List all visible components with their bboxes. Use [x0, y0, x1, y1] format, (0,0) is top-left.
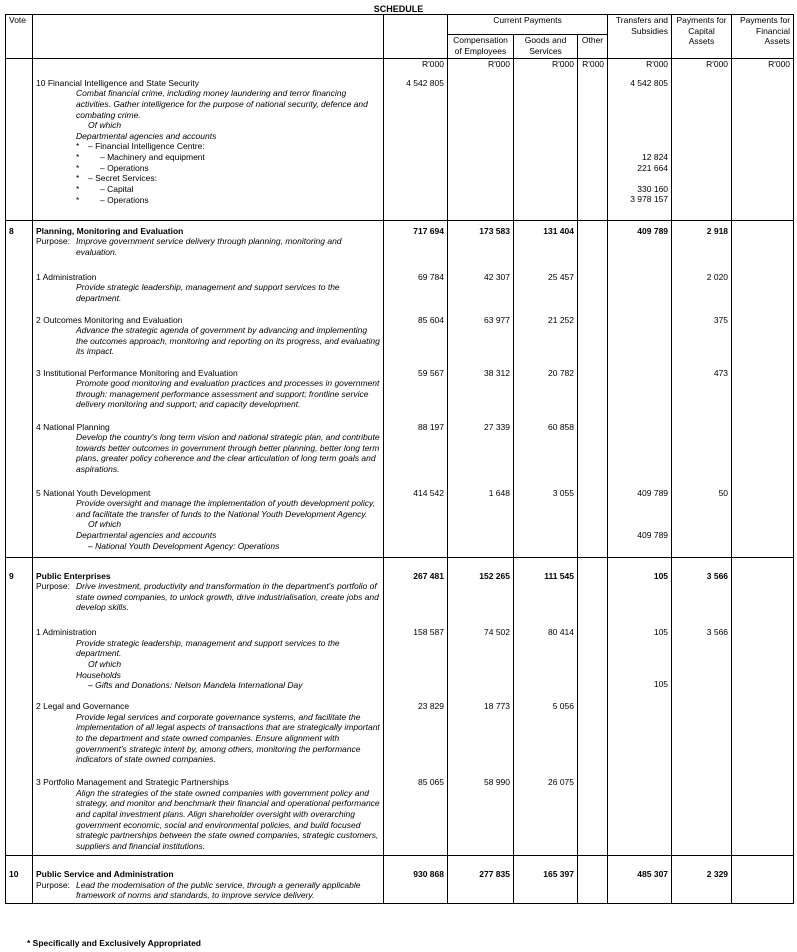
- header-vote: Vote: [6, 15, 33, 35]
- purpose-text: Drive investment, productivity and transformation in the department's portfolio of state owned companies, to unlock growth, drive industrialisation, create jobs and develop skills.: [76, 581, 379, 613]
- capital-value: 2 020: [672, 258, 732, 307]
- goods-value: 80 414: [514, 613, 578, 693]
- programme-row: [6, 360, 794, 414]
- sub-item: – Operations: [100, 194, 149, 205]
- total-value: 85 065: [384, 769, 448, 856]
- goods-value: 165 397: [514, 856, 578, 904]
- goods-value: 111 545: [514, 557, 578, 613]
- programme-row: [6, 414, 794, 480]
- header-financial: Payments for Financial Assets: [732, 15, 794, 59]
- dept-label: Departmental agencies and accounts: [76, 130, 217, 141]
- programme-row: [6, 258, 794, 307]
- purpose-label: Purpose:: [36, 581, 71, 592]
- sub-item: – Operations: [100, 162, 149, 173]
- total-value: 158 587: [384, 613, 448, 693]
- unit-label: R'000: [578, 59, 608, 70]
- goods-value: 25 457: [514, 258, 578, 307]
- programme-desc: Provide strategic leadership, management and support services to the department.: [76, 282, 340, 303]
- comp-value: 18 773: [448, 693, 514, 769]
- vote-number: 10: [6, 856, 33, 904]
- transfers-value: 409 789: [637, 487, 669, 498]
- goods-value: 26 075: [514, 769, 578, 856]
- comp-value: 74 502: [448, 613, 514, 693]
- total-value: 59 567: [384, 360, 448, 414]
- vote-number: 9: [6, 557, 33, 613]
- comp-value: 152 265: [448, 557, 514, 613]
- comp-value: 1 648: [448, 480, 514, 558]
- programme-title: 2 Outcomes Monitoring and Evaluation: [36, 314, 183, 325]
- dept-label: Households: [76, 669, 121, 680]
- total-value: 267 481: [384, 557, 448, 613]
- programme-title: 4 National Planning: [36, 421, 110, 432]
- appropriated-marker: *: [76, 183, 80, 194]
- vote-row: [6, 557, 794, 613]
- schedule-table: [5, 14, 794, 904]
- programme-title: 1 Administration: [36, 627, 97, 637]
- appropriated-marker: *: [76, 152, 80, 162]
- unit-label: R'000: [608, 59, 672, 70]
- header-transfers: Transfers and Subsidies: [608, 15, 672, 59]
- programme-row: [6, 70, 794, 221]
- purpose-text: Improve government service delivery through planning, monitoring and evaluation.: [76, 236, 342, 257]
- of-which-label: Of which: [88, 658, 122, 669]
- programme-title: 3 Institutional Performance Monitoring and Evaluation: [36, 367, 238, 378]
- unit-label: R'000: [448, 59, 514, 70]
- programme-title: 2 Legal and Governance: [36, 701, 130, 711]
- capital-value: 473: [672, 360, 732, 414]
- sub-value: 221 664: [637, 162, 669, 173]
- programme-desc: Advance the strategic agenda of government by advancing and implementing the outcomes approach, monitoring and reporting on its progress, and evaluating its impact.: [76, 325, 380, 357]
- sub-item: – Financial Intelligence Centre:: [88, 141, 205, 152]
- purpose-text: Lead the modernisation of the public service, through a generally applicable framework of norms and standards, to improve service delivery.: [76, 879, 361, 901]
- programme-row: [6, 693, 794, 769]
- appropriated-marker: *: [76, 194, 80, 205]
- programme-title: 10 Financial Intelligence and State Security: [36, 77, 200, 88]
- sub-value: 105: [653, 678, 669, 689]
- goods-value: 60 858: [514, 414, 578, 480]
- header-goods: Goods and Services: [514, 35, 578, 59]
- vote-row: [6, 856, 794, 904]
- sub-item: – Capital: [100, 183, 134, 194]
- transfers-value: 105: [608, 557, 672, 613]
- purpose-label: Purpose:: [36, 236, 71, 247]
- comp-value: 42 307: [448, 258, 514, 307]
- comp-value: 58 990: [448, 769, 514, 856]
- goods-value: 21 252: [514, 307, 578, 360]
- programme-title: 5 National Youth Development: [36, 487, 151, 498]
- programme-row: [6, 769, 794, 856]
- sub-value: 409 789: [637, 530, 669, 541]
- total-value: 88 197: [384, 414, 448, 480]
- capital-value: 2 918: [672, 220, 732, 257]
- comp-value: 38 312: [448, 360, 514, 414]
- vote-number: 8: [6, 220, 33, 257]
- programme-row: [6, 307, 794, 360]
- footnote: * Specifically and Exclusively Appropriated: [27, 938, 201, 948]
- transfers-value: 485 307: [608, 856, 672, 904]
- programme-title: 1 Administration: [36, 271, 97, 282]
- programme-desc: Promote good monitoring and evaluation practices and processes in government through: management performance assessment and support; frontline service delivery monitoring and support; and capacity development.: [76, 378, 380, 410]
- total-value: 23 829: [384, 693, 448, 769]
- total-value: 69 784: [384, 258, 448, 307]
- of-which-label: Of which: [88, 120, 122, 131]
- capital-value: 3 566: [672, 557, 732, 613]
- transfers-value: 4 542 805: [630, 77, 669, 88]
- sub-item: – Gifts and Donations: Nelson Mandela International Day: [88, 680, 303, 691]
- unit-label: R'000: [514, 59, 578, 70]
- total-value: 414 542: [384, 480, 448, 558]
- programme-desc: Provide oversight and manage the implementation of youth development policy, and facilitate the transfer of funds to the National Youth Development Agency.: [76, 498, 375, 519]
- programme-row: [6, 613, 794, 693]
- sub-value: 330 160: [637, 183, 669, 194]
- vote-name: Public Service and Administration: [36, 869, 174, 879]
- header-compensation: Compensation of Employees: [448, 35, 514, 59]
- programme-desc: Provide strategic leadership, management and support services to the department.: [76, 637, 340, 659]
- of-which-label: Of which: [88, 519, 122, 530]
- sub-value: 3 978 157: [630, 194, 669, 205]
- dept-label: Departmental agencies and accounts: [76, 530, 217, 540]
- capital-value: 3 566: [672, 613, 732, 693]
- vote-name: Public Enterprises: [36, 570, 111, 581]
- programme-title: 3 Portfolio Management and Strategic Partnerships: [36, 777, 229, 787]
- capital-value: 2 329: [672, 856, 732, 904]
- capital-value: 375: [672, 307, 732, 360]
- purpose-label: Purpose:: [36, 879, 71, 890]
- programme-desc: Align the strategies of the state owned companies with government policy and strategy, and monitor and benchmark their financial and operational performance and capital investment plans. Align shareholder oversight with overarching government economic, social and environmental policies, and build focused strategic partnerships between the state owned companies, strategic customers, suppliers and financial institutions.: [76, 787, 380, 851]
- unit-label: R'000: [384, 59, 448, 70]
- comp-value: 277 835: [448, 856, 514, 904]
- sub-item: – Machinery and equipment: [100, 152, 205, 162]
- comp-value: 63 977: [448, 307, 514, 360]
- header-other: Other: [578, 35, 608, 59]
- unit-label: R'000: [672, 59, 732, 70]
- total-value: 4 542 805: [384, 70, 448, 221]
- goods-value: 5 056: [514, 693, 578, 769]
- sub-item: – National Youth Development Agency: Operations: [88, 540, 280, 551]
- programme-desc: Provide legal services and corporate governance systems, and facilitate the implementation of all legal aspects of transactions that are strategically important to the department and state owned companies. Ensure alignment with government's strategic intent by, among others, monitoring the performance indicators of state owned companies.: [76, 711, 380, 765]
- transfers-value: 105: [653, 627, 669, 637]
- programme-row: [6, 480, 794, 558]
- header-current-payments: Current Payments: [448, 15, 608, 35]
- appropriated-marker: *: [76, 141, 80, 152]
- programme-desc: Combat financial crime, including money laundering and terror financing activities. Gather intelligence for the purpose of national security, defence and combating crime.: [76, 88, 368, 120]
- comp-value: 27 339: [448, 414, 514, 480]
- vote-row: [6, 220, 794, 257]
- vote-name: Planning, Monitoring and Evaluation: [36, 225, 184, 236]
- schedule-title: SCHEDULE: [373, 4, 424, 14]
- capital-value: 50: [672, 480, 732, 558]
- comp-value: 173 583: [448, 220, 514, 257]
- total-value: 930 868: [384, 856, 448, 904]
- sub-item: – Secret Services:: [88, 173, 157, 184]
- total-value: 717 694: [384, 220, 448, 257]
- goods-value: 20 782: [514, 360, 578, 414]
- appropriated-marker: *: [76, 173, 80, 184]
- transfers-value: 409 789: [608, 220, 672, 257]
- appropriated-marker: *: [76, 162, 80, 173]
- goods-value: 131 404: [514, 220, 578, 257]
- sub-value: 12 824: [642, 152, 669, 163]
- goods-value: 3 055: [514, 480, 578, 558]
- header-capital: Payments for Capital Assets: [672, 15, 732, 59]
- programme-desc: Develop the country's long term vision and national strategic plan, and contribute towards better outcomes in government through better planning, better long term plans, greater policy coherence and the clear articulation of long term goals and aspirations.: [76, 432, 380, 474]
- unit-label: R'000: [732, 59, 794, 70]
- total-value: 85 604: [384, 307, 448, 360]
